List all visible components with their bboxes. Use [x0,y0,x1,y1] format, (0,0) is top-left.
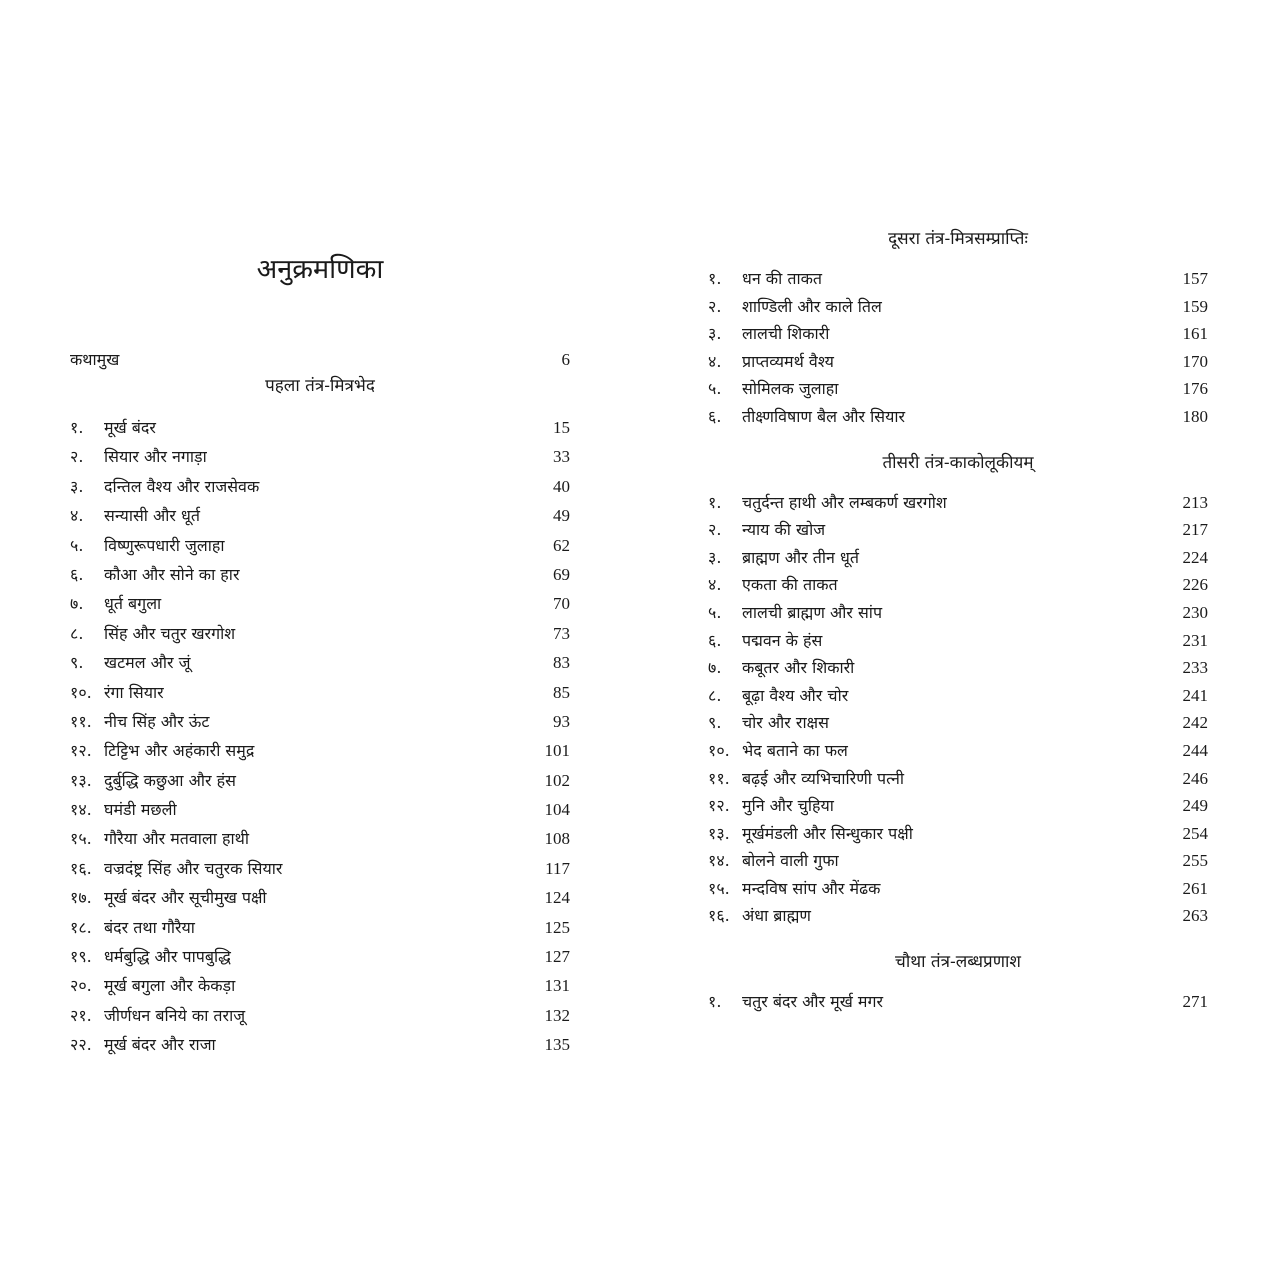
toc-entry[interactable] [70,769,570,798]
toc-entry-page-number: 102 [544,770,570,790]
toc-entry-page-number: 161 [1182,324,1208,344]
first-tantra-list [70,416,570,1063]
toc-entry[interactable] [70,1033,570,1062]
toc-entry[interactable] [708,491,1208,519]
toc-entry[interactable] [708,573,1208,601]
toc-entry-title: बढ़ई और व्यभिचारिणी पत्नी [742,768,905,788]
toc-entry-label [70,651,191,673]
toc-entry-label [70,1004,245,1026]
toc-entry-number: ८. [70,623,84,643]
toc-entry[interactable] [70,504,570,533]
toc-entry[interactable] [708,546,1208,574]
toc-entry-page-number: 230 [1182,602,1208,622]
toc-entry-title: ब्राह्मण और तीन धूर्त [742,547,859,567]
toc-entry-title: चतुर बंदर और मूर्ख मगर [742,992,884,1012]
toc-entry-page-number: 135 [544,1035,570,1055]
toc-entry-number: १९. [70,947,92,967]
toc-entry-title: भेद बताने का फल [742,740,848,760]
toc-entry-label [708,295,882,317]
toc-entry-title: टिट्टिभ और अहंकारी समुद्र [104,741,255,761]
toc-entry-number: ९. [708,713,722,733]
toc-entry-number: ८. [708,685,722,705]
toc-entry-title: धूर्त बगुला [104,594,162,614]
toc-entry[interactable] [708,518,1208,546]
toc-entry-page-number: 254 [1182,823,1208,843]
toc-entry-page-number: 261 [1182,878,1208,898]
toc-entry-page-number: 226 [1182,575,1208,595]
toc-entry-title: सन्यासी और धूर्त [104,506,200,526]
toc-entry-page-number: 224 [1182,547,1208,567]
toc-entry-title: घमंडी मछली [104,800,177,820]
toc-entry-page-number: 15 [553,418,570,437]
toc-entry-number: ४. [708,575,722,595]
toc-entry-number: १०. [708,740,730,760]
toc-entry-label [70,592,161,614]
toc-entry-title: एकता की ताकत [742,575,838,595]
toc-entry-title: प्राप्तव्यमर्थ वैश्य [742,351,834,371]
toc-entry-label [70,827,249,849]
toc-entry-label [708,546,859,568]
toc-entry-page-number: 93 [553,711,570,731]
toc-entry-number: ५. [708,602,722,622]
toc-entry-label [70,563,240,585]
toc-entry-label [708,684,848,706]
toc-entry-label [70,974,235,996]
toc-entry-number: ७. [70,594,84,614]
left-page [70,250,570,1063]
toc-entry-title: चोर और राक्षस [742,713,829,733]
toc-entry-number: २. [708,520,722,540]
toc-entry-label [708,739,848,761]
toc-entry-number: ५. [708,379,722,399]
third-tantra-list [708,491,1208,933]
section-heading-first-tantra: पहला तंत्र-मित्रभेद [265,376,375,396]
toc-entry-page-number: 242 [1182,713,1208,733]
toc-entry-number: १. [70,418,84,437]
toc-entry-number: १३. [70,770,92,790]
toc-entry-number: १६. [708,906,730,926]
toc-entry-number: ४. [708,351,722,371]
toc-entry-title: धन की ताकत [742,269,822,288]
toc-entry-number: १४. [70,800,92,820]
toc-entry-number: १७. [70,888,92,908]
toc-entry-label [70,445,207,467]
toc-entry-title: मूर्खमंडली और सिन्धुकार पक्षी [742,823,913,843]
toc-entry-page-number: 132 [544,1005,570,1025]
toc-entry-title: बूढ़ा वैश्य और चोर [742,685,849,705]
toc-entry-page-number: 170 [1182,351,1208,371]
toc-entry[interactable] [708,877,1208,905]
toc-entry-label [70,416,156,438]
toc-entry-label [708,601,882,623]
toc-entry[interactable] [70,1004,570,1033]
fourth-tantra-list [708,990,1208,1018]
toc-entry-page-number: 62 [553,535,570,555]
toc-entry-number: ७. [708,658,722,678]
toc-entry[interactable] [70,857,570,886]
toc-entry-label [708,629,822,651]
toc-entry-title: मन्दविष सांप और मेंढक [742,878,881,898]
toc-entry-number: १. [708,269,722,288]
section-heading-third-tantra: तीसरी तंत्र-काकोलूकीयम् [882,452,1034,473]
toc-entry-number: २२. [70,1035,92,1055]
toc-entry-label [708,877,880,899]
toc-entry-page-number: 157 [1182,269,1208,288]
toc-entry-number: १५. [708,878,730,898]
toc-entry-label [70,622,235,644]
toc-entry-page-number: 108 [544,829,570,849]
toc-entry-label [708,491,947,513]
toc-entry[interactable] [70,592,570,621]
toc-entry[interactable] [70,886,570,915]
toc-entry-label [708,405,905,427]
toc-entry-label [708,904,811,926]
right-page [708,225,1208,1018]
toc-entry[interactable] [708,739,1208,767]
toc-entry-page-number: 85 [553,682,570,702]
intro-page-number: 6 [561,350,570,369]
toc-entry-number: ३. [708,547,722,567]
toc-entry-number: ११. [708,768,730,788]
toc-entry[interactable] [708,405,1208,433]
toc-entry-page-number: 127 [544,947,570,967]
toc-entry-label [708,322,829,344]
toc-entry-page-number: 69 [553,564,570,584]
toc-entry[interactable] [708,322,1208,350]
page-title: अनुक्रमणिका [256,254,384,285]
toc-entry-title: सिंह और चतुर खरगोश [104,623,236,643]
toc-entry-page-number: 117 [545,858,570,878]
toc-entry-title: सियार और नगाड़ा [104,447,207,467]
toc-entry-number: ३. [708,324,722,344]
toc-entry[interactable] [70,416,570,445]
toc-entry-number: ६. [708,630,722,650]
toc-entry[interactable] [70,681,570,710]
toc-entry-page-number: 49 [553,506,570,526]
toc-entry-title: मुनि और चुहिया [742,796,834,816]
toc-entry-title: लालची शिकारी [742,324,830,344]
toc-entry-label [70,504,200,526]
toc-entry-title: अंधा ब्राह्मण [742,906,811,926]
section-heading-second-tantra: दूसरा तंत्र-मित्रसम्प्राप्तिः [888,229,1028,249]
toc-entry-title: वज्रदंष्ट्र सिंह और चतुरक सियार [104,858,283,878]
toc-entry-title: मूर्ख बंदर और सूचीमुख पक्षी [104,888,267,908]
toc-entry-title: बोलने वाली गुफा [742,851,839,871]
toc-entry-page-number: 249 [1182,796,1208,816]
toc-entry-number: ४. [70,506,84,526]
toc-entry-number: १०. [70,682,92,702]
toc-entry[interactable] [70,827,570,856]
toc-entry-label [708,350,834,372]
toc-entry-number: ६. [708,406,722,426]
toc-entry-title: नीच सिंह और ऊंट [104,711,210,731]
toc-entry-label [708,990,883,1012]
toc-entry-title: दुर्बुद्धि कछुआ और हंस [104,770,236,790]
toc-entry-title: मूर्ख बंदर और राजा [104,1035,216,1055]
toc-entry-page-number: 255 [1182,851,1208,871]
toc-entry-number: १३. [708,823,730,843]
toc-entry-label [70,945,231,967]
intro-label: कथामुख [70,350,120,369]
toc-entry-title: तीक्ष्णविषाण बैल और सियार [742,406,906,426]
intro-entry[interactable] [70,348,570,372]
toc-entry-page-number: 244 [1182,740,1208,760]
toc-entry-label [70,710,209,732]
toc-entry[interactable] [70,475,570,504]
toc-entry-page-number: 176 [1182,379,1208,399]
toc-entry-page-number: 131 [544,976,570,996]
toc-entry-label [708,849,839,871]
toc-entry-title: खटमल और जूं [104,653,191,673]
toc-entry-page-number: 271 [1182,992,1208,1012]
toc-entry-page-number: 217 [1182,520,1208,540]
toc-entry-label [708,267,822,289]
toc-entry-label [70,681,164,703]
toc-entry[interactable] [708,295,1208,323]
toc-entry[interactable] [70,916,570,945]
toc-entry-page-number: 180 [1182,406,1208,426]
toc-entry-page-number: 263 [1182,906,1208,926]
toc-entry[interactable] [708,684,1208,712]
toc-entry-label [70,886,267,908]
toc-entry[interactable] [70,798,570,827]
toc-entry-page-number: 231 [1182,630,1208,650]
toc-entry[interactable] [708,377,1208,405]
toc-entry-title: लालची ब्राह्मण और सांप [742,602,883,622]
fourth-tantra-block [708,948,1208,1018]
toc-entry-number: ६. [70,564,84,584]
toc-entry[interactable] [708,794,1208,822]
toc-entry-title: पद्मवन के हंस [742,630,823,650]
toc-entry-page-number: 246 [1182,768,1208,788]
toc-entry-title: रंगा सियार [104,682,164,702]
toc-entry[interactable] [70,563,570,592]
toc-entry-number: १२. [708,796,730,816]
toc-entry-label [70,916,195,938]
toc-entry-number: ११. [70,711,92,731]
toc-entry-page-number: 104 [544,800,570,820]
toc-entry-page-number: 83 [553,653,570,673]
toc-entry-title: जीर्णधन बनिये का तराजू [104,1005,246,1025]
toc-entry-label [708,377,838,399]
toc-entry-title: मूर्ख बंदर [104,418,156,437]
toc-entry-number: १. [708,492,722,512]
toc-entry-label [70,739,254,761]
toc-entry-page-number: 70 [553,594,570,614]
toc-entry-title: न्याय की खोज [742,520,826,540]
second-tantra-block [708,225,1208,433]
toc-entry[interactable] [708,990,1208,1018]
toc-entry-label [70,857,282,879]
toc-entry-title: धर्मबुद्धि और पापबुद्धि [104,947,231,967]
section-heading-fourth-tantra: चौथा तंत्र-लब्धप्रणाश [895,952,1021,973]
toc-entry-number: १२. [70,741,92,761]
toc-entry-title: मूर्ख बगुला और केकड़ा [104,976,236,996]
toc-entry-label [70,534,225,556]
toc-entry-title: विष्णुरूपधारी जुलाहा [104,535,225,555]
toc-entry-page-number: 241 [1182,685,1208,705]
toc-entry-title: कौआ और सोने का हार [104,564,240,584]
toc-entry-number: १५. [70,829,92,849]
toc-entry-page-number: 125 [544,917,570,937]
toc-entry-number: २१. [70,1005,92,1025]
toc-entry[interactable] [70,534,570,563]
toc-entry-label [708,822,913,844]
toc-entry-label [708,518,825,540]
toc-entry-label [708,767,904,789]
toc-entry[interactable] [708,601,1208,629]
toc-entry-label [708,794,834,816]
second-tantra-list [708,267,1208,433]
toc-entry-title: दन्तिल वैश्य और राजसेवक [104,476,260,496]
toc-entry-number: २. [708,296,722,316]
toc-entry-number: १४. [708,851,730,871]
toc-entry-number: ९. [70,653,84,673]
toc-entry-title: सोमिलक जुलाहा [742,379,839,399]
toc-entry[interactable] [70,710,570,739]
toc-entry-label [70,769,236,791]
toc-entry-page-number: 73 [553,623,570,643]
toc-entry-label [70,1033,216,1055]
toc-entry-label [708,656,854,678]
toc-entry[interactable] [70,974,570,1003]
toc-entry-label [708,573,838,595]
toc-entry[interactable] [70,945,570,974]
toc-entry-title: गौरैया और मतवाला हाथी [104,829,250,849]
toc-entry-page-number: 40 [553,476,570,496]
toc-entry[interactable] [708,711,1208,739]
toc-entry-number: १८. [70,917,92,937]
toc-entry[interactable] [708,629,1208,657]
toc-entry[interactable] [70,739,570,768]
toc-entry-number: १६. [70,858,92,878]
toc-entry-page-number: 233 [1182,658,1208,678]
toc-entry[interactable] [708,656,1208,684]
toc-entry-number: २०. [70,976,92,996]
toc-entry-title: कबूतर और शिकारी [742,658,855,678]
toc-entry[interactable] [70,445,570,474]
toc-entry[interactable] [708,822,1208,850]
toc-entry-page-number: 124 [544,888,570,908]
toc-entry-label [70,475,259,497]
toc-entry-page-number: 101 [544,741,570,761]
toc-entry-number: २. [70,447,84,467]
toc-entry[interactable] [708,267,1208,295]
toc-entry-label [70,798,177,820]
toc-entry[interactable] [708,849,1208,877]
toc-entry[interactable] [708,767,1208,795]
toc-entry-label [708,711,829,733]
toc-entry-number: ३. [70,476,84,496]
toc-entry-page-number: 159 [1182,296,1208,316]
toc-entry-page-number: 213 [1182,492,1208,512]
toc-entry[interactable] [70,651,570,680]
toc-entry[interactable] [70,622,570,651]
toc-entry-number: ५. [70,535,84,555]
third-tantra-block [708,449,1208,933]
toc-entry-title: बंदर तथा गौरैया [104,917,195,937]
toc-entry-page-number: 33 [553,447,570,467]
toc-entry[interactable] [708,904,1208,932]
toc-entry-title: चतुर्दन्त हाथी और लम्बकर्ण खरगोश [742,492,947,512]
toc-entry-title: शाण्डिली और काले तिल [742,296,882,316]
toc-entry-number: १. [708,992,722,1012]
toc-entry[interactable] [708,350,1208,378]
